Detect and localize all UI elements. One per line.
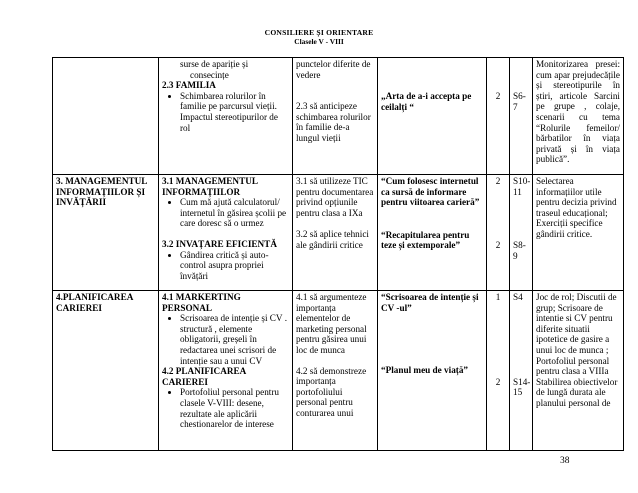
competence-text: 3.1 să utilizeze TIC pentru documentarea privind opțiunile pentru clasa a IXa <box>296 176 374 218</box>
section-title: 3.1 MANAGEMENTUL INFORMAȚIILOR <box>162 176 258 197</box>
content-cell <box>159 58 293 175</box>
activity-cell <box>378 175 487 291</box>
weeks-cell <box>510 291 533 451</box>
list-item: • Schimbarea rolurilor în familie pe parcursul vieții. Impactul stereotipurilor de rol <box>180 91 289 133</box>
content-cell <box>159 175 293 291</box>
competence-text: 3.2 să aplice tehnici ale gândirii critice <box>296 229 369 250</box>
hours-cell <box>487 175 510 291</box>
list-item: • Cum mă ajută calculatorul/ internetul în găsirea școlii pe care doresc să o urmez <box>180 197 289 229</box>
domain-cell: 3. MANAGEMENTUL INFORMAȚIILOR ȘI INVĂȚĂRII <box>53 175 159 291</box>
domain-cell: 4.PLANIFICAREA CARIEREI <box>53 291 159 451</box>
weeks-value: S4 <box>513 292 523 302</box>
weeks-cell <box>510 58 533 175</box>
list-item: • Gândirea critică și auto-control asupra propriei învățări <box>180 250 289 282</box>
weeks-value: S8-9 <box>513 240 526 261</box>
section-title: 3.2 INVAȚARE EFICIENTĂ <box>162 238 277 249</box>
weeks-value: S6-7 <box>513 91 526 112</box>
competence-text: 4.2 să demonstreze importanța portofoliului personal pentru conturarea unui <box>296 365 367 418</box>
competence-text: 4.1 să argumenteze importanța elementelor de marketing personal pentru găsirea unui loc de munca <box>296 292 367 355</box>
hours-value: 1 <box>495 292 501 302</box>
content-cell <box>159 291 293 451</box>
activity-title: “Scrisoarea de intenție și CV -ul” <box>381 292 479 313</box>
section-title: 4.2 PLANIFICAREA CARIEREI <box>162 366 246 387</box>
methods-cell: Selectarea informațiilor utile pentru decizia privind traseul educațional; Exerciții specifice gândirii critice. <box>533 175 624 291</box>
content-continuation: surse de apariție și consecințe <box>180 59 249 80</box>
document-subtitle: Clasele V - VIII <box>294 37 344 46</box>
activity-title: “Planul meu de viață” <box>381 365 469 376</box>
table-row <box>53 58 624 175</box>
competence-cell <box>293 175 378 291</box>
competence-cell <box>293 291 378 451</box>
hours-value: 2 <box>495 91 501 101</box>
methods-cell: Monitorizarea presei: cum apar prejudecățile și stereotipurile în știri, articole Sarcini pe grupe , colaje, scenarii cu tema “Rolurile femeilor/ bărbatilor în viața privată și în viața publică”. <box>533 58 624 175</box>
activity-title: „Arta de a-i accepta pe ceilalți “ <box>381 91 472 112</box>
page-number: 38 <box>560 456 570 466</box>
curriculum-table <box>52 57 624 451</box>
competence-text: punctelor diferite de vedere <box>296 59 371 80</box>
weeks-cell <box>510 175 533 291</box>
list-item: • Portofoliul personal pentru clasele V-VIII: desene, rezultate ale aplicării chestionarelor de interese <box>180 387 289 429</box>
competence-cell <box>293 58 378 175</box>
section-title: 2.3 FAMILIA <box>162 80 216 91</box>
weeks-value: S10-11 <box>513 176 531 197</box>
methods-cell: Joc de rol; Discutii de grup; Scrisoare de intentie si CV pentru diferite situatii ipotetice de gasire a unui loc de munca ; Portofoliul personal pentru clasa a VIIIa Stabilirea obiectivelor de lungă durata ale planului personal de <box>533 291 624 451</box>
activity-cell <box>378 291 487 451</box>
weeks-value: S14-15 <box>513 376 531 398</box>
hours-cell <box>487 291 510 451</box>
domain-cell <box>53 58 159 175</box>
activity-title: “Cum folosesc internetul ca sursă de informare pentru viitoarea carieră” <box>381 176 480 208</box>
hours-cell <box>487 58 510 175</box>
hours-value: 2 <box>495 239 501 250</box>
activity-cell <box>378 58 487 175</box>
hours-value: 2 <box>495 176 501 186</box>
table-row <box>53 175 624 291</box>
document-title: CONSILIERE ȘI ORIENTARE <box>264 28 374 37</box>
competence-text: 2.3 să anticipeze schimbarea rolurilor în familie de-a lungul vieții <box>296 101 371 143</box>
activity-title: “Recapitularea pentru teze și extemporale” <box>381 229 470 251</box>
hours-value: 2 <box>495 376 501 387</box>
list-item: • Scrisoarea de intenție și CV . structură , elemente obligatorii, greșeli în redactarea unei scrisori de intenție sau a unui CV <box>180 313 289 366</box>
section-title: 4.1 MARKERTING PERSONAL <box>162 292 241 313</box>
table-row <box>53 291 624 451</box>
